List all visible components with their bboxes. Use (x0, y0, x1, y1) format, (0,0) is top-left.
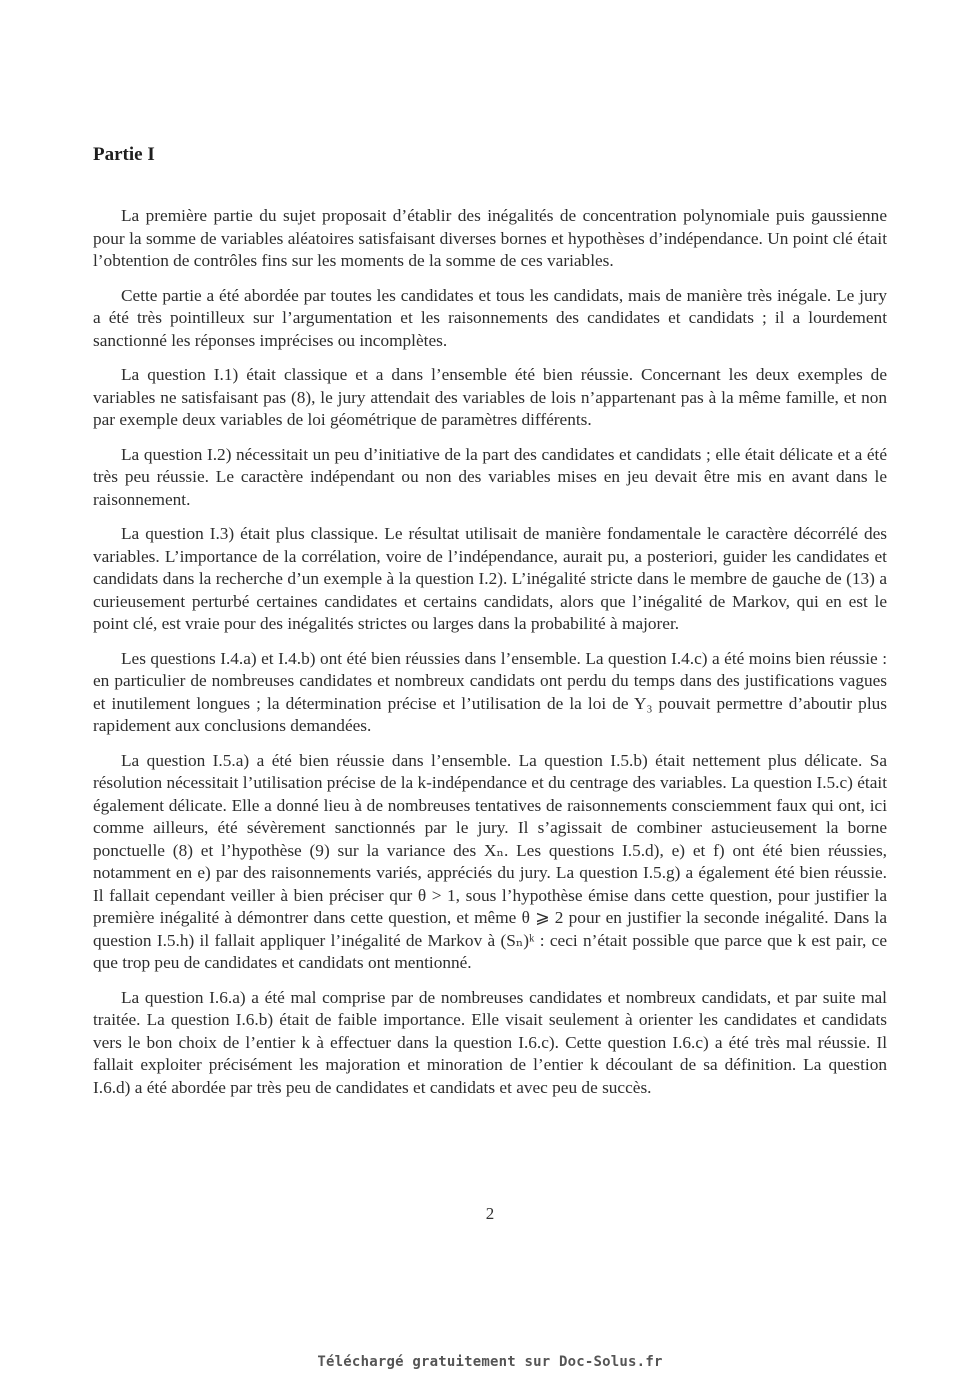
paragraph: La question I.3) était plus classique. Le résultat utilisait de manière fondamentale le caractère décorrélé des variables. L’importance de la corrélation, voire de l’indépendance, aurait pu, a posteriori, guider les candidates et candidats dans la recherche d’un exemple à la question I.2). L’inégalité stricte dans le membre de gauche de (13) a curieusement perturbé certaines candidates et certains candidats, alors que l’inégalité de Markov, qui en est le point clé, est vraie pour des inégalités strictes ou larges dans la probabilité à majorer. (93, 524, 887, 633)
paragraph: La question I.1) était classique et a dans l’ensemble été bien réussie. Concernant les deux exemples de variables ne satisfaisant pas (8), le jury attendait des variables de lois n’appartenant pas à la même famille, et non par exemple deux variables de loi géométrique de paramètres différents. (93, 365, 887, 429)
section-heading: Partie I (93, 144, 155, 165)
paragraph: La question I.5.a) a été bien réussie dans l’ensemble. La question I.5.b) était nettement plus délicate. Sa résolution nécessitait l’utilisation précise de la k-indépendance et du centrage des variables. La question I.5.c) était également délicate. Elle a donné lieu à de nombreuses tentatives de raisonnements consciemment faux qui ont, ici comme ailleurs, été sévèrement sanctionnés par le jury. Il s’agissait de combiner astucieusement la borne ponctuelle (8) et l’hypothèse (9) sur la variance des Xₙ. Les questions I.5.d), e) et f) ont été bien réussies, notamment en e) par des raisonnements variés, appréciés du jury. La question I.5.g) a également été bien réussie. Il fallait cependant veiller à bien préciser qur θ > 1, sous l’hypothèse émise dans cette question, pour justifier la première inégalité à démontrer dans cette question, et même θ ⩾ 2 pour en justifier la seconde inégalité. Dans la question I.5.h) il fallait appliquer l’inégalité de Markov à (Sₙ)ᵏ : ceci n’était possible que parce que k est pair, ce que trop peu de candidates et candidats ont mentionné. (93, 750, 887, 972)
paragraph: Cette partie a été abordée par toutes les candidates et tous les candidats, mais de manière très inégale. Le jury a été très pointilleux sur l’argumentation et les raisonnements des candidates et candidats ; il a lourdement sanctionné les réponses imprécises ou incomplètes. (93, 285, 887, 350)
body-text (93, 205, 887, 1111)
paragraph: Les questions I.4.a) et I.4.b) ont été bien réussies dans l’ensemble. La question I.4.c) a été moins bien réussie : en particulier de nombreuses candidates et nombreux candidats ont perdu du temps dans des justifications vagues et inutilement longues ; la détermination précise et l’utilisation de la loi de Y₃ pouvait permettre d’aboutir plus rapidement aux conclusions demandées. (93, 648, 887, 735)
paragraph: La première partie du sujet proposait d’établir des inégalités de concentration polynomiale puis gaussienne pour la somme de variables aléatoires satisfaisant diverses bornes et hypothèses d’indépendance. Un point clé était l’obtention de contrôles fins sur les moments de la somme de ces variables. (93, 206, 887, 270)
paragraph: La question I.2) nécessitait un peu d’initiative de la part des candidates et candidats ; elle était délicate et a été très peu réussie. Le caractère indépendant ou non des variables mises en jeu devait être mis en avant dans le raisonnement. (93, 444, 887, 509)
page-number: 2 (485, 1204, 495, 1223)
paragraph: La question I.6.a) a été mal comprise par de nombreuses candidates et nombreux candidats, et par suite mal traitée. La question I.6.b) était de faible importance. Elle visait seulement à orienter les candidates et candidats vers le bon choix de l’entier k à effectuer dans la question I.6.c). Cette question I.6.c) a été très mal réussie. Il fallait exploiter précisément les majoration et minoration de l’entier k découlant de sa définition. La question I.6.d) a été abordée par très peu de candidates et candidats et avec peu de succès. (93, 987, 887, 1097)
download-footer: Téléchargé gratuitement sur Doc-Solus.fr (317, 1354, 663, 1370)
